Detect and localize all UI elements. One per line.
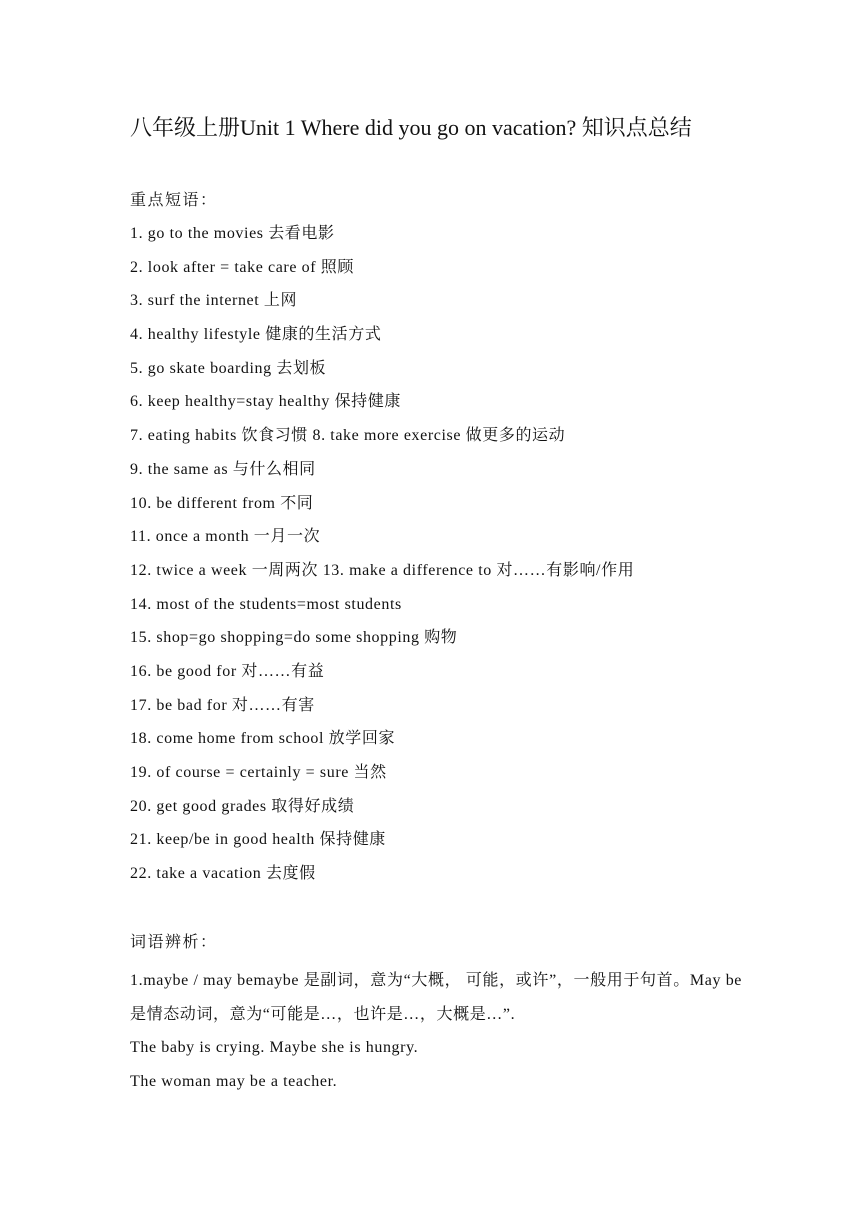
phrase-item: 7. eating habits 饮食习惯 8. take more exercise 做更多的运动 — [130, 427, 566, 445]
phrases-heading: 重点短语： — [130, 192, 218, 209]
phrase-item: 6. keep healthy=stay healthy 保持健康 — [130, 393, 401, 411]
page-title: 八年级上册Unit 1 Where did you go on vacation? 知识点总结 — [130, 115, 692, 140]
phrase-item: 18. come home from school 放学回家 — [130, 730, 396, 748]
phrase-item: 20. get good grades 取得好成绩 — [130, 797, 355, 815]
phrase-item: 21. keep/be in good health 保持健康 — [130, 831, 386, 849]
phrase-item: 15. shop=go shopping=do some shopping 购物 — [130, 629, 458, 647]
analysis-explanation: 1.maybe / may bemaybe 是副词，意为“大概， 可能，或许”，一般用于句首。May be 是情态动词，意为“可能是…，也许是…，大概是…”. — [130, 972, 742, 1023]
phrase-item: 4. healthy lifestyle 健康的生活方式 — [130, 326, 382, 344]
example-sentence: The baby is crying. Maybe she is hungry. — [130, 1039, 419, 1057]
phrase-item: 17. be bad for 对……有害 — [130, 696, 315, 714]
phrase-item: 9. the same as 与什么相同 — [130, 460, 316, 478]
phrase-item: 11. once a month 一月一次 — [130, 528, 321, 546]
phrase-item: 1. go to the movies 去看电影 — [130, 225, 335, 242]
example-sentence: The woman may be a teacher. — [130, 1073, 338, 1091]
phrase-list — [130, 223, 634, 897]
phrase-item: 16. be good for 对……有益 — [130, 662, 325, 680]
analysis-heading: 词语辨析： — [130, 934, 218, 951]
phrase-item: 2. look after = take care of 照顾 — [130, 258, 354, 276]
phrase-item: 14. most of the students=most students — [130, 595, 402, 613]
phrase-item: 19. of course = certainly = sure 当然 — [130, 764, 387, 781]
phrase-item: 3. surf the internet 上网 — [130, 292, 298, 310]
phrase-item: 5. go skate boarding 去划板 — [130, 359, 327, 377]
word-analysis — [130, 964, 742, 1099]
phrase-item: 10. be different from 不同 — [130, 494, 314, 512]
phrase-item: 12. twice a week 一周两次 13. make a difference to 对……有影响/作用 — [130, 561, 635, 579]
phrase-item: 22. take a vacation 去度假 — [130, 865, 316, 883]
